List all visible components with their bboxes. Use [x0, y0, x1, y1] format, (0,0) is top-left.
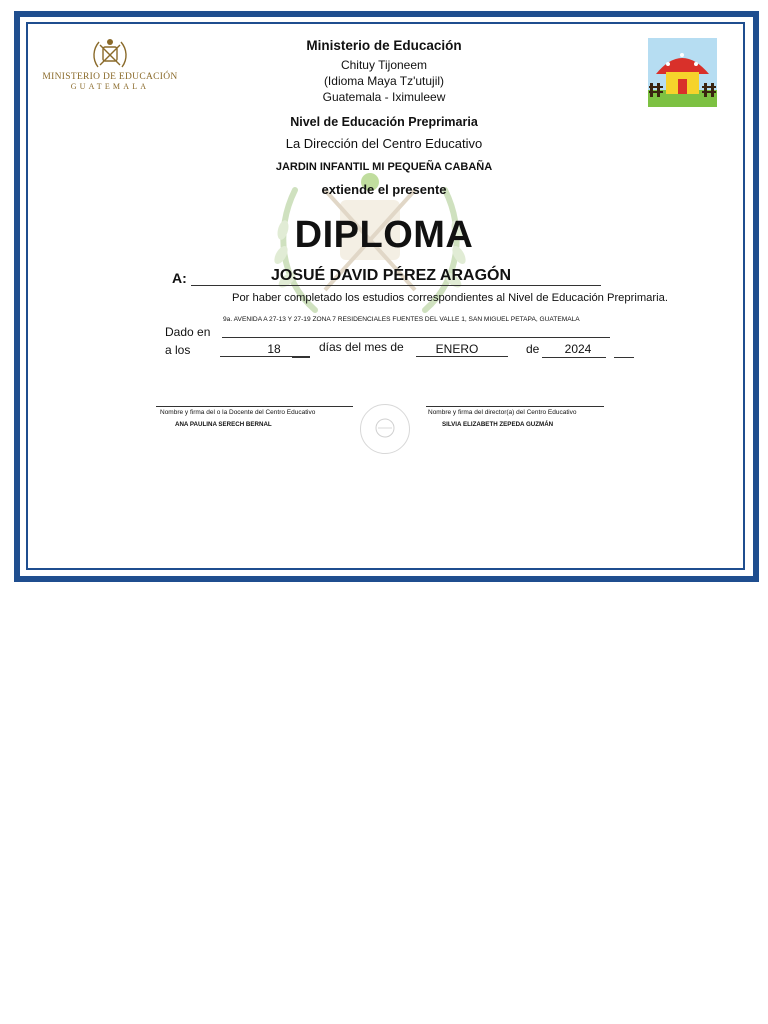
completion-text: Por haber completado los estudios correspondientes al Nivel de Educación Preprimaria.: [232, 292, 668, 304]
header-line-2: (Idioma Maya Tz'utujil): [323, 74, 445, 88]
teacher-signature-line: [156, 406, 353, 407]
date-day: 18: [267, 342, 281, 356]
director-signature-line: [426, 406, 604, 407]
place-underline: [222, 337, 610, 338]
date-month: ENERO: [435, 342, 479, 356]
place-address: 9a. AVENIDA A 27-13 Y 27-19 ZONA 7 RESIDENCIALES FUENTES DEL VALLE 1, SAN MIGUEL PETAPA, GUATEMALA: [223, 316, 580, 323]
day-underline-extra: [292, 357, 310, 358]
ministry-title: Ministerio de Educación: [306, 38, 462, 53]
director-signature-label: Nombre y firma del director(a) del Centro Educativo: [428, 409, 577, 416]
director-name: SILVIA ELIZABETH ZEPEDA GUZMÁN: [442, 421, 554, 428]
school-name: JARDIN INFANTIL MI PEQUEÑA CABAÑA: [275, 161, 493, 173]
recipient-underline: [191, 285, 601, 286]
cabin-house-icon: [648, 38, 717, 107]
year-underline: [542, 357, 606, 358]
month-label: días del mes de: [319, 340, 404, 354]
direction-text: La Dirección del Centro Educativo: [285, 136, 483, 151]
extends-text: extiende el presente: [321, 182, 447, 197]
header-line-1: Chituy Tijoneem: [340, 58, 428, 72]
school-stamp: [360, 404, 410, 454]
education-level: Nivel de Educación Preprimaria: [290, 115, 478, 129]
teacher-signature-label: Nombre y firma del o la Docente del Centro Educativo: [160, 409, 316, 416]
diploma-title: DIPLOMA: [294, 214, 474, 256]
ministry-logo-title: MINISTERIO DE EDUCACIÓN: [42, 72, 178, 82]
date-label: a los: [165, 343, 191, 357]
date-year: 2024: [564, 342, 592, 356]
year-underline-extra: [614, 357, 634, 358]
header-line-3: Guatemala - Iximuleew: [322, 90, 446, 104]
recipient-label: A:: [172, 270, 187, 286]
ministry-logo: [40, 37, 180, 93]
stamp-icon: [370, 417, 400, 439]
month-underline: [416, 356, 508, 357]
ministry-logo-subtitle: GUATEMALA: [70, 82, 150, 91]
place-label: Dado en: [165, 325, 211, 339]
teacher-name: ANA PAULINA SERECH BERNAL: [175, 421, 272, 428]
guatemala-coat-of-arms-icon: [90, 37, 130, 71]
recipient-name: JOSUÉ DAVID PÉREZ ARAGÓN: [270, 267, 512, 284]
year-label: de: [526, 342, 540, 356]
